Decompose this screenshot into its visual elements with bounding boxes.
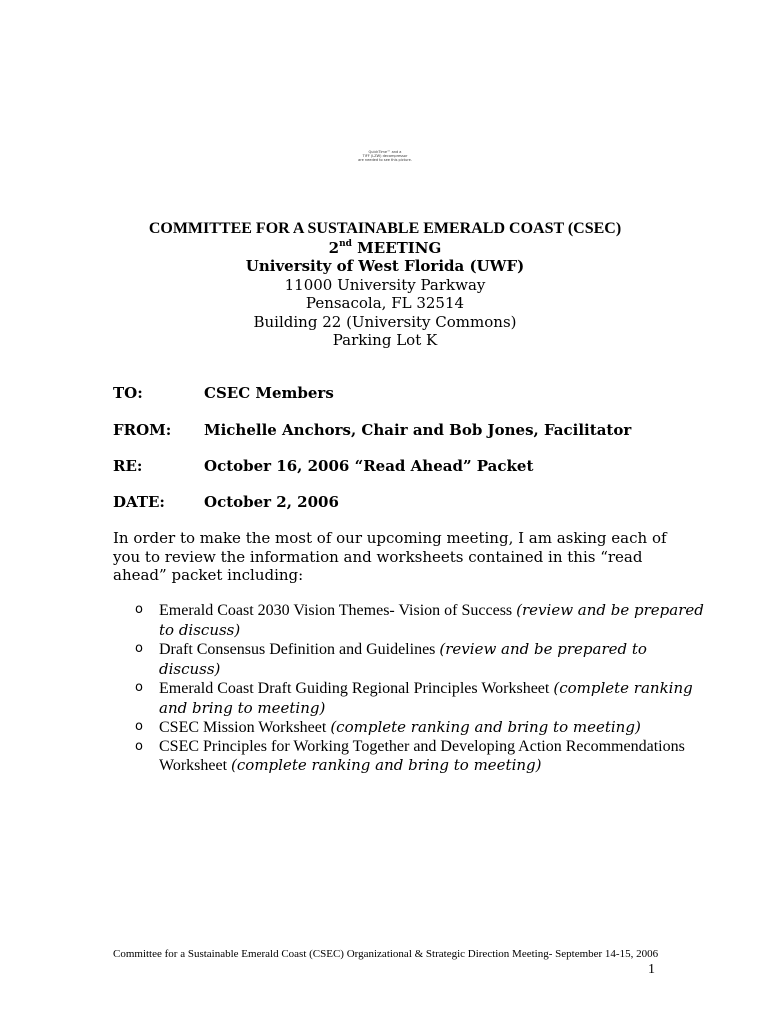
- meeting-word: MEETING: [351, 238, 442, 257]
- item-note: (complete ranking and bring to meeting): [231, 756, 542, 774]
- item-text: CSEC Principles for Working Together and Developing Action Recommendations Worksheet: [159, 737, 685, 774]
- bullet-marker: o: [135, 738, 143, 754]
- building-line: Building 22 (University Commons): [253, 312, 517, 331]
- memo-date-label: DATE:: [113, 493, 165, 511]
- list-item: [113, 601, 713, 640]
- placeholder-line: are needed to see this picture.: [358, 158, 412, 162]
- bullet-marker: o: [135, 602, 143, 617]
- address-line: 11000 University Parkway: [284, 275, 486, 294]
- item-note: (complete ranking and bring to meeting): [330, 718, 641, 736]
- memo-from-value: Michelle Anchors, Chair and Bob Jones, Facilitator: [204, 421, 632, 439]
- address-line: Pensacola, FL 32514: [305, 294, 465, 312]
- item-note: (review and be prepared to discuss): [159, 601, 704, 639]
- item-text: Emerald Coast Draft Guiding Regional Principles Worksheet: [159, 680, 554, 697]
- placeholder-line: TIFF (LZW) decompressor: [362, 154, 408, 158]
- list-item: [113, 718, 713, 738]
- bullet-marker: o: [135, 641, 143, 656]
- organization-title: COMMITTEE FOR A SUSTAINABLE EMERALD COAST (CSEC): [148, 220, 622, 237]
- memo-to-label: TO:: [113, 384, 143, 402]
- item-text: Draft Consensus Definition and Guidelines: [159, 641, 440, 658]
- meeting-title: [0, 239, 770, 258]
- meeting-number: 2: [328, 238, 340, 257]
- meeting-suffix: nd: [339, 238, 352, 249]
- missing-picture-placeholder: [340, 150, 430, 162]
- memo-to-value: CSEC Members: [204, 384, 334, 402]
- parking-line: Parking Lot K: [332, 331, 438, 349]
- item-note: (review and be prepared to discuss): [159, 640, 647, 678]
- page-footer: Committee for a Sustainable Emerald Coast (CSEC) Organizational & Strategic Direction Meeting- September 14-15, 2006: [113, 948, 659, 960]
- page-number: 1: [648, 962, 655, 977]
- memo-date-value: October 2, 2006: [204, 493, 339, 511]
- bullet-marker: o: [135, 680, 143, 695]
- list-item: [113, 640, 713, 679]
- item-note: (complete ranking and bring to meeting): [159, 679, 693, 717]
- memo-re-label: RE:: [113, 457, 143, 475]
- list-item: [113, 679, 713, 718]
- list-item: [113, 738, 713, 776]
- memo-re-value: October 16, 2006 “Read Ahead” Packet: [204, 457, 534, 475]
- item-text: Emerald Coast 2030 Vision Themes- Vision of Success: [159, 602, 517, 619]
- placeholder-line: QuickTime™ and a: [368, 150, 402, 154]
- document-header: [0, 220, 770, 350]
- packet-item-list: [113, 601, 713, 776]
- memo-from-label: FROM:: [113, 421, 172, 439]
- intro-paragraph: In order to make the most of our upcoming meeting, I am asking each of you to review the information and worksheets contained in this “read ahead” packet including:: [113, 529, 667, 584]
- bullet-marker: o: [135, 719, 143, 734]
- venue-name: University of West Florida (UWF): [245, 257, 525, 275]
- item-text: CSEC Mission Worksheet: [159, 719, 331, 736]
